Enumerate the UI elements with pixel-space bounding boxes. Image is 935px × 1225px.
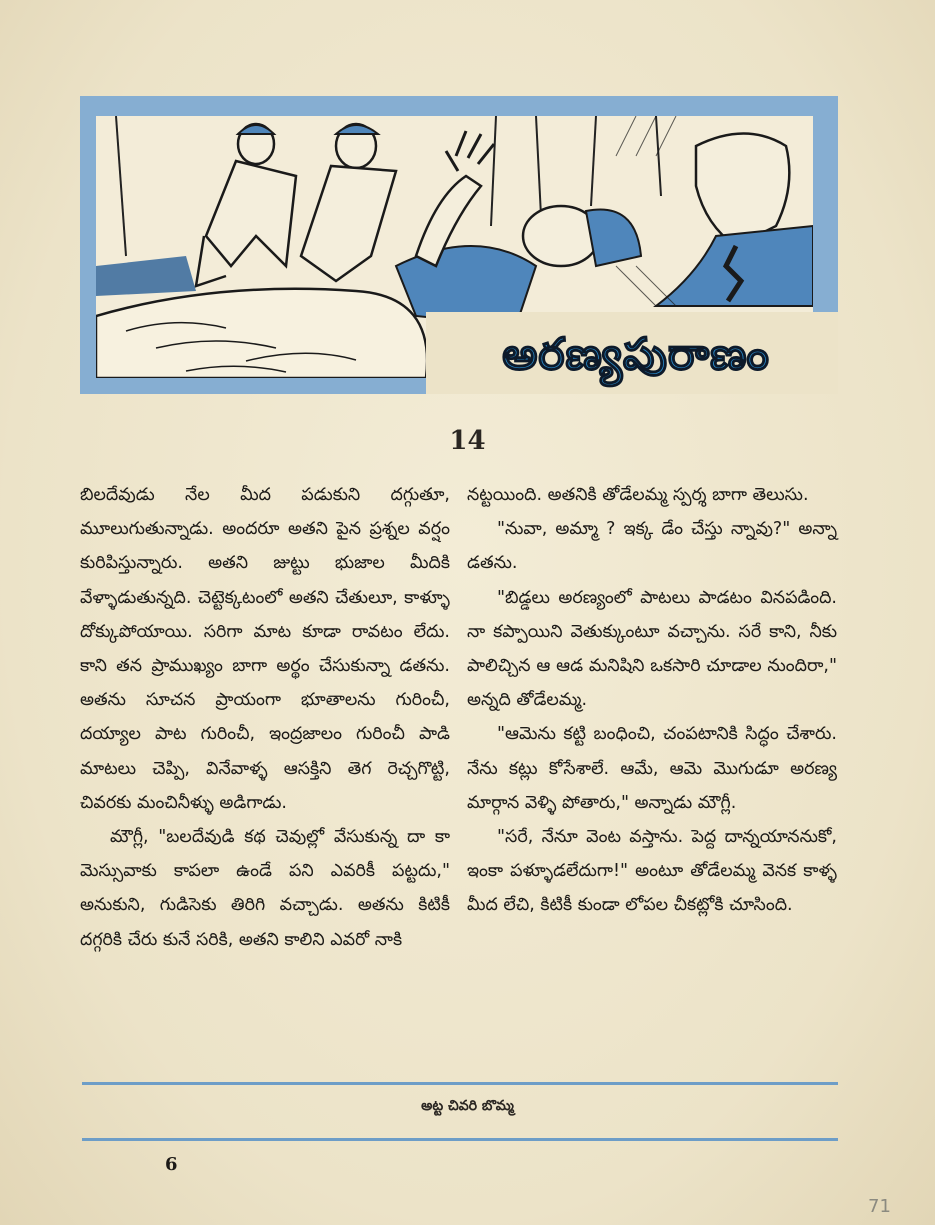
page-number: 6 <box>165 1154 178 1175</box>
paragraph: "బిడ్డలు అరణ్యంలో పాటలు పాడటం వినపడింది. నా కప్పాయిని వెతుక్కుంటూ వచ్చాను. సరే కాని, నీకు పాలిచ్చిన ఆ ఆడ మనిషిని ఒకసారి చూడాల నుందిరా," అన్నది తోడేలమ్మ. <box>467 587 837 711</box>
paragraph: బిలదేవుడు నేల మీద పడుకుని దగ్గుతూ, మూలుగుతున్నాడు. అందరూ అతని పైన ప్రశ్నల వర్షం కురిపిస్తున్నారు. అతని జుట్టు భుజాల మీదికి వేళ్ళాడుతున్నది. చెట్టెక్కటంలో అతని చేతులూ, కాళ్ళూ దోక్కుపోయాయి. సరిగా మాట కూడా రావటం లేదు. కాని తన ప్రాముఖ్యం బాగా అర్థం చేసుకున్నా డతను. అతను సూచన ప్రాయంగా భూతాలను గురించీ, దయ్యాల పాట గురించీ, ఇంద్రజాలం గురించీ పాడి మాటలు చెప్పి, వినేవాళ్ళ ఆసక్తిని తెగ రెచ్చగొట్టి, చివరకు మంచినీళ్ళు అడిగాడు. <box>80 485 450 813</box>
paragraph: నట్టయింది. అతనికి తోడేలమ్మ స్పర్శ బాగా తెలుసు. <box>467 485 809 505</box>
right-column <box>467 478 837 923</box>
chapter-number: 14 <box>449 426 486 456</box>
paragraph: మౌగ్లీ, "బలదేవుడి కథ చెవుల్లో వేసుకున్న దా కా మెస్సువాకు కాపలా ఉండే పని ఎవరికీ పట్టదు," అనుకుని, గుడిసెకు తిరిగి వచ్చాడు. అతను కిటికీ దగ్గరికి చేరు కునే సరికి, అతని కాలిని ఎవరో నాకి <box>80 827 450 950</box>
left-column <box>80 478 450 957</box>
footer-rule-top <box>82 1082 838 1085</box>
paragraph: "సరే, నేనూ వెంట వస్తాను. పెద్ద దాన్నయాననుకో, ఇంకా పళ్ళూడలేదుగా!" అంటూ తోడేలమ్మ వెనక కాళ్ళ మీద లేచి, కిటికీ కుండా లోపల చీకట్లోకి చూసింది. <box>467 827 837 916</box>
story-title: అరణ్యపురాణం <box>502 329 770 380</box>
paragraph: "ఆమెను కట్టి బంధించి, చంపటానికి సిద్ధం చేశారు. నేను కట్లు కోసేశాలే. ఆమే, ఆమె మొగుడూ అరణ్య మార్గాన వెళ్ళి పోతారు," అన్నాడు మౌగ్లీ. <box>467 724 837 813</box>
paragraph: "నువా, అమ్మా ? ఇక్క డేం చేస్తు న్నావు?" అన్నా డతను. <box>467 519 837 574</box>
footer-rule-bottom <box>82 1138 838 1141</box>
footer-caption: అట్ట చివరి బొమ్మ <box>421 1098 514 1114</box>
corner-mark: 71 <box>868 1196 891 1217</box>
